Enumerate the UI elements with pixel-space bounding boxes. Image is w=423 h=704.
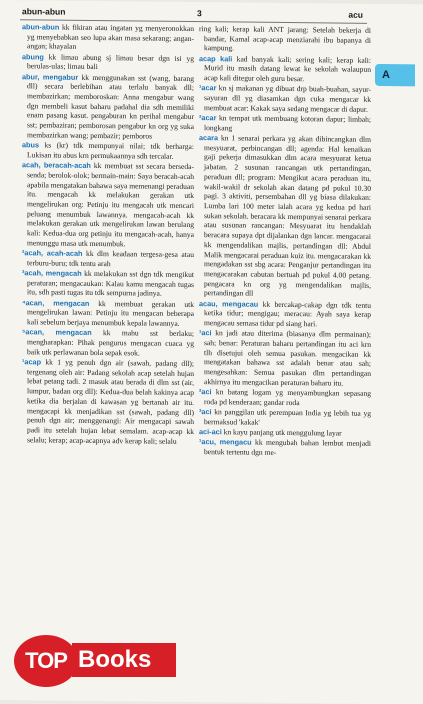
entry-headword: ²acah, acah-acah: [22, 248, 83, 258]
entry-definition: kn 1 senarai perkara yg akan dibincangkan dlm mesyuarat, perbincangan dll; agenda: Hal kenaikan gaji pekerja dimasukkan dlm acara mesyuarat ketua jabatan. 2 susunan rancangan utk pertandingan, peraduan dll; program: Mengikut acara peraduan itu, wakil-wakil dr sekolah akan datang pd pukul 10.30 pagi. 3 aktiviti, persembahan dll yg biasa dilakukan: Lumba lari 100 meter ialah acara yg kedua pd hari sukan sekolah. beracara kk mempunyai senarai perkara atau susunan rancangan: Mesyuarat itu hendaklah beracara supaya dpt dijalankan dgn lancar. mengacarai kk mengendalikan majlis, pertandingan dll: Abdul Malik mengacarai peraduan kuiz itu. mengacarakan kk mengadakan sst sbg acara: Penganjur pertandingan itu mengacarakan cabutan bertuah pd pukul 4.00 petang. pengacara kn org yg mengendalikan majlis, pertandingan dll: [204, 133, 371, 299]
entry-headword: aci-aci: [199, 427, 222, 437]
dictionary-entry: [22, 328, 194, 359]
entry-headword: acah, beracah-acah: [22, 160, 91, 171]
right-column: [199, 24, 371, 459]
entry-headword: ¹acu, mengacu: [199, 437, 252, 447]
dictionary-entry: [22, 72, 194, 142]
dictionary-entry: [22, 248, 194, 269]
entry-headword: ¹acar: [199, 83, 217, 93]
entry-definition: kk menggunakan sst (wang, barang dll) secara berlebihan atau terlalu banyak dll; membazirkan; memboroskan: Anna mengabur wang dgn membeli kasut baharu padahal dia sdh memiliki enam pasang kasut. pengaburan kn perihal mengabur sst; pembaziran; pemborosan pengabur kn org yg suka membazirkan wang; pembazir; pemboros: [27, 72, 194, 141]
entry-definition: kn jadi atau diterima (biasanya dlm permainan); sah; benar: Peraturan baharu pertandingan itu aci krn tlh disetujui oleh semua pasukan. mengacikan kk mengatakan bahawa sst adalah benar atau sah; mengesahkan: Semua pasukan dlm pertandingan akhirnya itu mengacikan peraturan baharu itu.: [204, 328, 371, 388]
logo-books-text: Books: [72, 643, 176, 677]
dictionary-entry: [22, 357, 194, 446]
entry-definition: kk membuat gerakan utk mengelirukan lawan: Petinju itu mengacan beberapa kali sebelum berjaya menumbuk kepala lawannya.: [27, 298, 194, 328]
header-last-headword: acu: [348, 9, 363, 20]
header-first-headword: abun-abun: [22, 6, 66, 17]
entry-headword: acara: [199, 132, 219, 143]
dictionary-entry: [22, 22, 194, 53]
entry-headword: ³aci: [199, 407, 212, 417]
dictionary-entry: [22, 160, 194, 249]
page-number: 3: [197, 8, 202, 19]
entry-definition: kn panggilan utk perempuan India yg lebih tua yg bermaksud 'kakak': [204, 407, 371, 427]
entry-headword: ²aci: [199, 387, 212, 397]
entry-definition: kk fikiran atau ingatan yg menyeronokkan yg menyebabkan seo lupa akan masa sekarang; angan-angan; khayalan: [27, 22, 194, 52]
logo-top-text: TOP: [14, 635, 78, 687]
left-column: [22, 22, 194, 447]
dictionary-entry: [199, 437, 371, 458]
entry-definition: ring kali; kerap kali ANT jarang: Setelah bekerja di bandar, Kamal acap-acap menziarahi ibu bapanya di kampung.: [199, 24, 371, 53]
dictionary-entry: [22, 52, 194, 73]
entry-headword: ⁵acan, mengacan: [22, 327, 92, 338]
dictionary-entry: [22, 140, 194, 161]
dictionary-entry: [199, 133, 371, 300]
dictionary-entry: [199, 83, 371, 114]
entry-definition: kn tempat utk membuang kotoran dapur; limbah; longkang: [204, 113, 371, 133]
dictionary-entry: [199, 299, 371, 330]
watermark-logo: [14, 635, 176, 687]
dictionary-entry: [199, 387, 371, 408]
dictionary-entry: [199, 407, 371, 428]
entry-definition: kad banyak kali; sering kali; kerap kali: Murid itu masih datang lewat ke sekolah walaupun acap kali ditegur oleh guru besar.: [204, 54, 371, 84]
entry-definition: kk mahu sst berlaku; mengharapkan: Pihak pengurus mengacan cuaca yg baik utk perlawanan bola sepak esok.: [27, 328, 194, 358]
entry-definition: kk limau abung sj limau besar dgn isi yg berulas-ulas; limau bali: [27, 52, 194, 72]
entry-definition: ks (kr) tdk mempunyai nilai; tdk berharga: Lukisan itu abus krn permukaannya sdh tercalar.: [27, 140, 194, 161]
entry-headword: ³acah, mengacah: [22, 268, 82, 278]
entry-headword: acap kali: [199, 53, 233, 64]
entry-definition: kk mengubah bahan lembut menjadi bentuk tertentu dgn me-: [204, 437, 371, 457]
entry-headword: abus: [22, 140, 40, 150]
entry-definition: kn batang logam yg menyambungkan sepasang roda pd kenderaan; gandar roda: [204, 387, 371, 407]
entry-definition: kk 1 yg penuh dgn air (sawah, padang dll); tergenang oleh air: Padang sekolah acap setelah hujan lebat petang tadi. 2 masuk atau berada di dlm sst (air, lumpur, badan org dll): Kedua-dua belah kakinya acap ketika dia berjalan di kawasan yg bertanah air itu. mengacapi kk menjadikan sst (sawah, padang dll) penuh dgn air; menggenangi: Air mengacapi sawah padi itu setelah hujan lebat semalam. acap-acap kk selalu; kerap; acap-acapnya adv kerap kali; selalu: [27, 357, 194, 446]
entry-headword: abun-abun: [22, 22, 60, 32]
entry-definition: kn sj makanan yg dibuat drp buah-buahan, sayur-sayuran dll yg diasamkan dgn cuka mengacar kk membuat acar: Kakak saya sedang mengacar di dapur.: [204, 83, 371, 114]
dictionary-entry: [22, 268, 194, 299]
dictionary-entry: [199, 113, 371, 134]
entry-headword: ¹aci: [199, 328, 212, 338]
thumb-index-tab: A: [375, 64, 415, 86]
entry-headword: ⁴acan, mengacan: [22, 297, 90, 308]
dictionary-entry: [199, 54, 371, 85]
entry-headword: abur, mengabur: [22, 71, 79, 82]
entry-headword: ²acar: [199, 113, 217, 123]
dictionary-entry: [22, 298, 194, 329]
entry-definition: kk membuat sst secara berseda-senda; berolok-olok; bermain-main: Saya beracah-acah apabila mengatakan bahawa saya memenangi peraduan itu. mengacah kk melakukan gerakan utk mengelirukan org: Petinju itu mengacah utk mencari peluang menumbuk lawannya. mengacah-acah kk melakukan gerakan utk mengelirukan lawan berulang kali: Kedua-dua org petinju itu mengacah-acah, hanya menunggu masa utk menumbuk.: [27, 161, 195, 249]
entry-headword: ¹acap: [22, 357, 42, 367]
entry-definition: kk melakukan sst dgn tdk mengikut peraturan; mengacaukan: Kalau kamu mengacah tugas itu, sdh pasti tugas itu tdk sempurna jadinya.: [27, 268, 195, 299]
entry-definition: kk dlm keadaan tergesa-gesa atau terburu-buru; tdk tentu arah: [27, 248, 194, 268]
dictionary-entry: [199, 24, 371, 55]
dictionary-entry: [199, 328, 371, 388]
entry-definition: kn kayu panjang utk menggulung layar: [221, 427, 342, 438]
entry-headword: acau, mengacau: [199, 298, 259, 309]
entry-headword: abung: [22, 51, 44, 62]
entry-definition: kk bercakap-cakap dgn tdk tentu ketika tidur; mengigau; meracau: Ayah saya kerap mengacau semasa tidur pd siang hari.: [204, 299, 371, 329]
